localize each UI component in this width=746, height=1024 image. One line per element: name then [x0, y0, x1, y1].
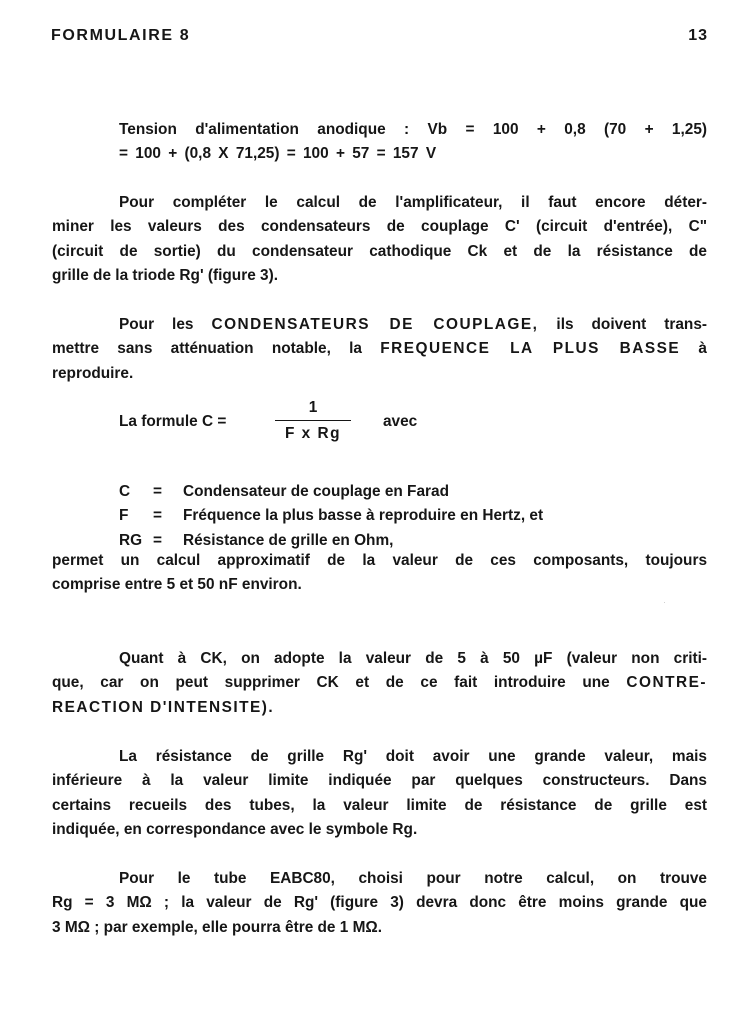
definition-symbol: C — [119, 483, 131, 500]
text-line: reproduire. — [52, 364, 134, 382]
definition-text: Condensateur de couplage en Farad — [183, 483, 449, 500]
text-line: indiquée, en correspondance avec le symbole Rg. — [52, 821, 418, 839]
text-line: grille de la triode Rg' (figure 3). — [52, 267, 278, 285]
text-line: comprise entre 5 et 50 nF environ. — [52, 576, 302, 594]
text-line: que, car on peut supprimer CK et de ce fait introduire une CONTRE- — [52, 674, 707, 692]
paragraph-approximate-calculation — [52, 549, 707, 598]
paragraph-cathode-capacitor — [52, 647, 707, 720]
anode-voltage-line-2: = 100 + (0,8 X 71,25) = 100 + 57 = 157 V — [119, 145, 437, 163]
text-line: mettre sans atténuation notable, la FREQUENCE LA PLUS BASSE à — [52, 340, 707, 358]
anode-voltage-formula — [119, 118, 707, 167]
text-line: miner les valeurs des condensateurs de couplage C' (circuit d'entrée), C" — [52, 218, 707, 236]
scan-speck: · — [663, 597, 666, 607]
definition-equals: = — [153, 507, 162, 525]
definition-text: Résistance de grille en Ohm, — [183, 531, 394, 549]
paragraph-amplifier-calculation — [52, 191, 707, 289]
definition-equals: = — [153, 483, 162, 500]
text-line: La résistance de grille Rg' doit avoir une grande valeur, mais — [119, 748, 707, 765]
formula-tail: avec — [383, 413, 418, 430]
emphasis-coupling-capacitors: CONDENSATEURS DE COUPLAGE, — [211, 316, 539, 333]
text-line: Pour compléter le calcul de l'amplificateur, il faut encore déter- — [119, 194, 707, 211]
formula-fraction — [275, 397, 351, 445]
definition-symbol: F — [119, 507, 129, 525]
emphasis-lowest-frequency: FREQUENCE LA PLUS BASSE — [380, 340, 681, 358]
paragraph-eabc80-tube — [52, 867, 707, 940]
fraction-numerator: 1 — [308, 399, 318, 416]
text-line: certains recueils des tubes, la valeur limite de résistance de grille est — [52, 796, 707, 814]
text-line: Pour les CONDENSATEURS DE COUPLAGE, ils doivent trans- — [119, 316, 708, 333]
paragraph-grid-resistance — [52, 745, 707, 843]
paragraph-coupling-capacitors — [52, 313, 707, 386]
text-line: (circuit de sortie) du condensateur cathodique Ck et de la résistance de — [52, 242, 707, 260]
text-line: REACTION D'INTENSITE). — [52, 698, 275, 716]
capacitance-formula — [119, 397, 519, 457]
page-number: 13 — [688, 27, 708, 44]
text-line: permet un calcul approximatif de la valeur de ces composants, toujours — [52, 552, 707, 569]
formula-lead: La formule C = — [119, 413, 227, 430]
fraction-denominator: F x Rg — [284, 425, 342, 442]
anode-voltage-line-1: Tension d'alimentation anodique : Vb = 100 + 0,8 (70 + 1,25) — [119, 121, 707, 138]
text-line: Pour le tube EABC80, choisi pour notre calcul, on trouve — [119, 870, 707, 887]
running-header-title: FORMULAIRE 8 — [51, 27, 191, 44]
text-line: 3 MΩ ; par exemple, elle pourra être de 1 MΩ. — [52, 918, 383, 936]
definition-symbol: RG — [119, 531, 143, 549]
text-line: Quant à CK, on adopte la valeur de 5 à 50 µF (valeur non criti- — [119, 650, 707, 667]
text-line: inférieure à la valeur limite indiquée par quelques constructeurs. Dans — [52, 772, 707, 790]
definition-text: Fréquence la plus basse à reproduire en Hertz, et — [183, 507, 544, 525]
definition-equals: = — [153, 531, 162, 549]
fraction-bar — [275, 420, 351, 421]
emphasis-contre-reaction: CONTRE- — [626, 674, 707, 692]
text-line: Rg = 3 MΩ ; la valeur de Rg' (figure 3) devra donc être moins grande que — [52, 894, 707, 912]
